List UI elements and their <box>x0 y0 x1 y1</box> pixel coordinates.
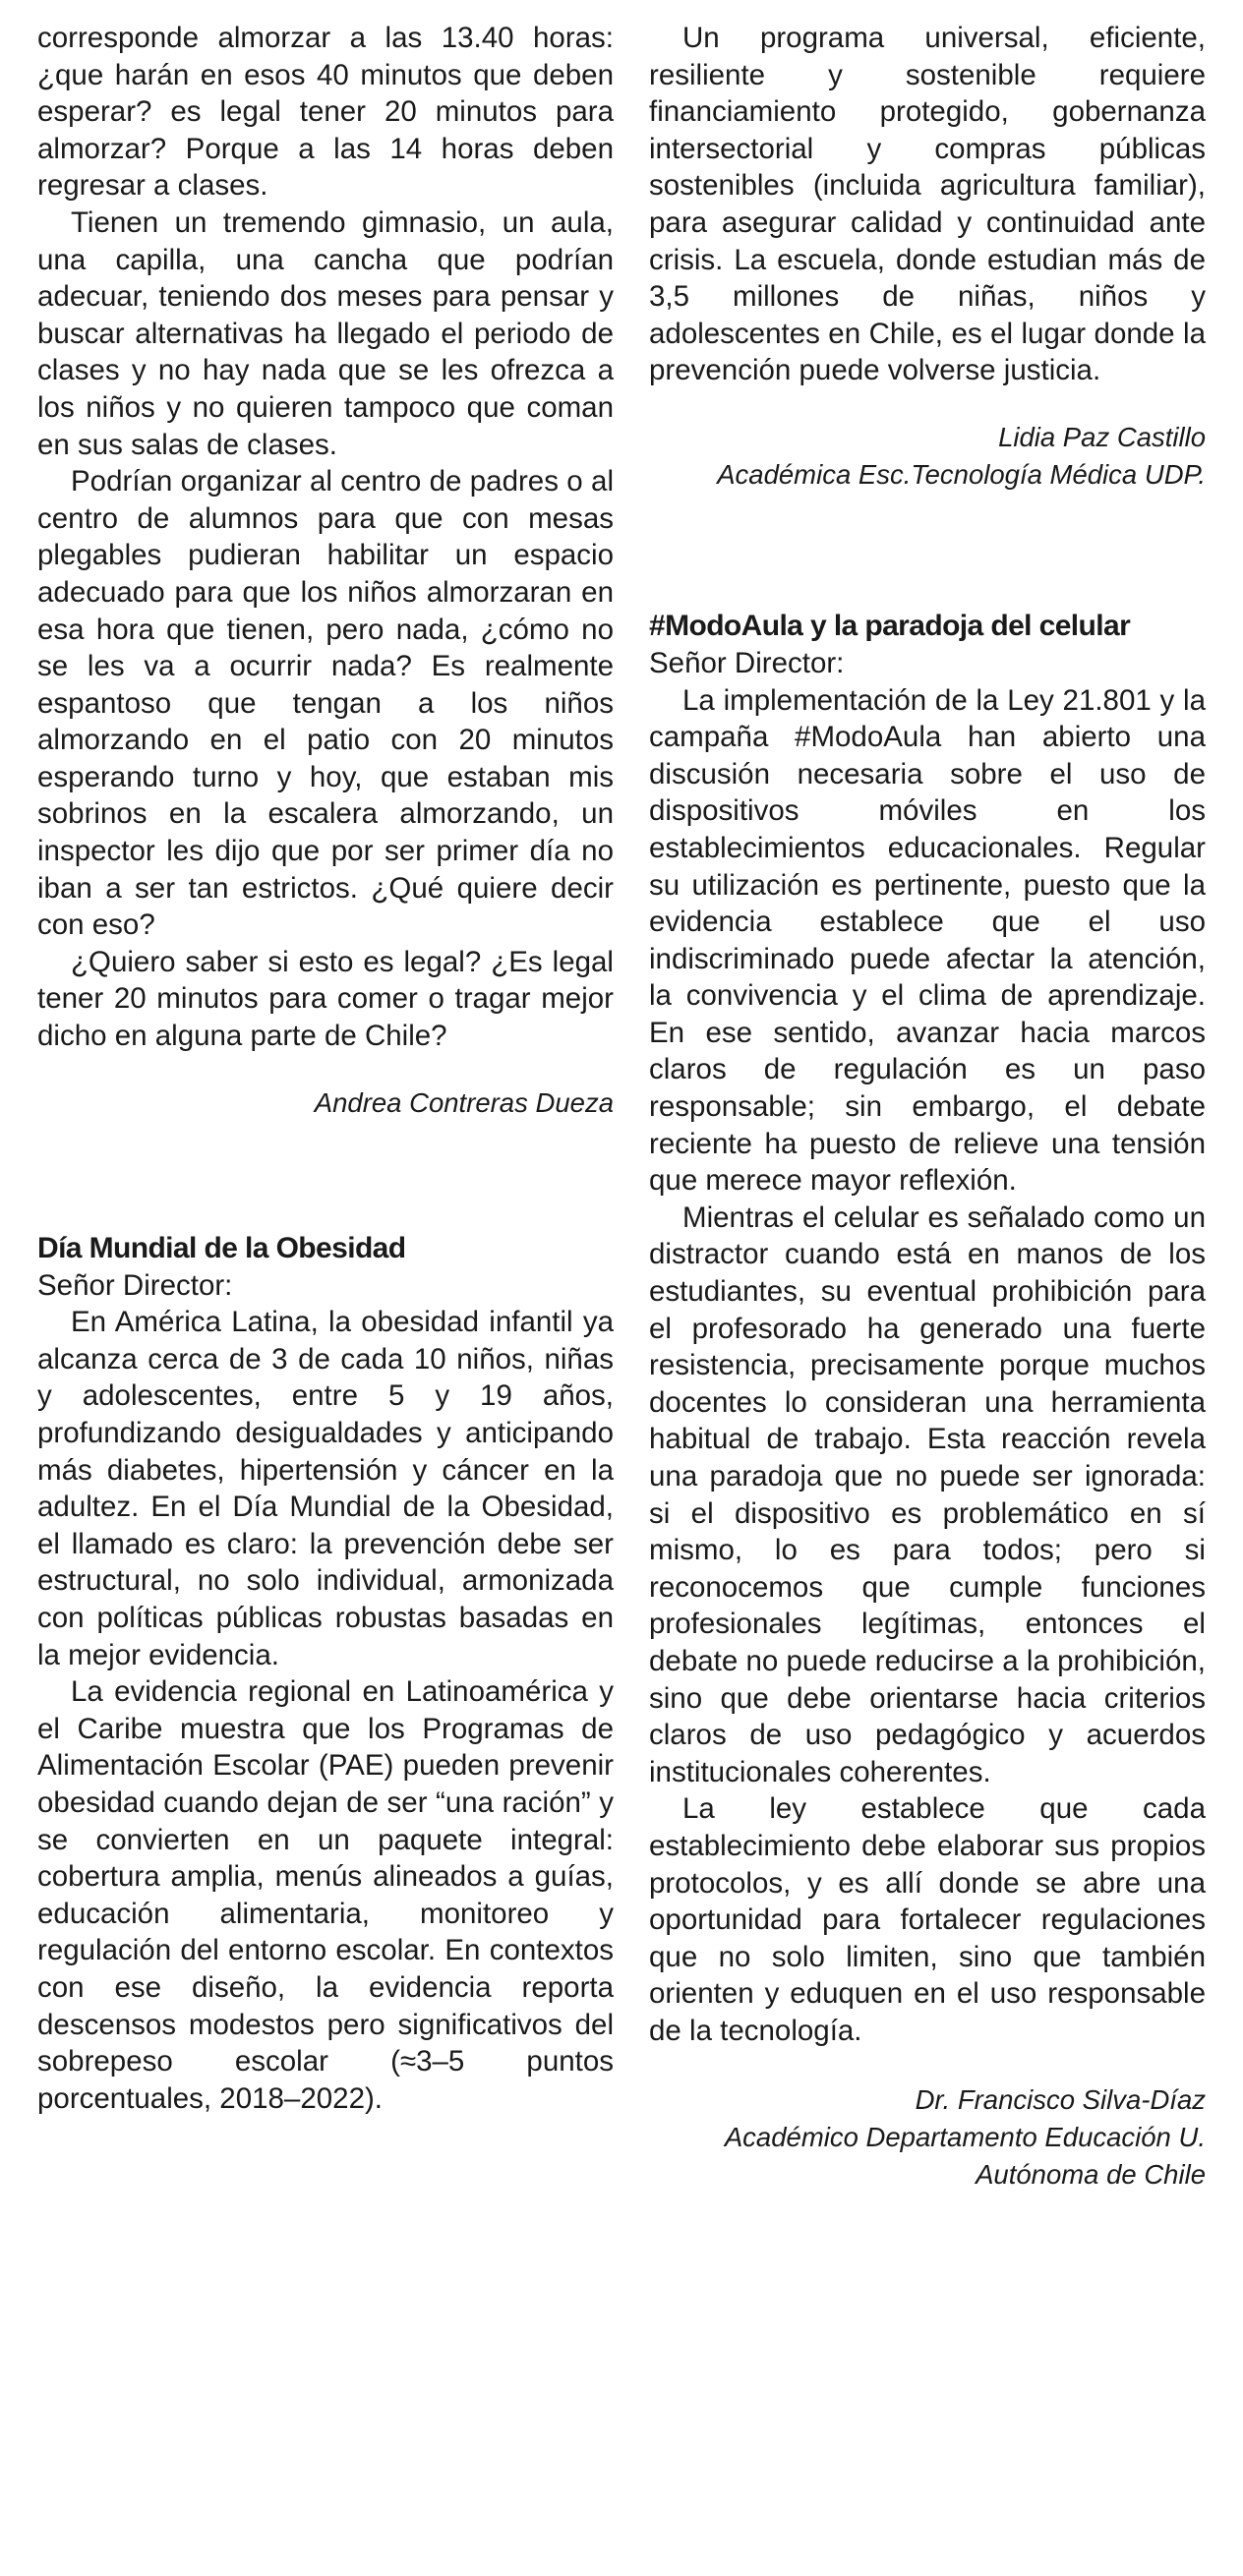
left-column <box>37 20 614 2117</box>
right-column <box>649 20 1206 2194</box>
letter-heading: #ModoAula y la paradoja del celular <box>649 609 1131 642</box>
letter-paragraph: Tienen un tremendo gimnasio, un aula, una capilla, una cancha que podrían adecuar, teniendo dos meses para pensar y buscar alternativas ha llegado el periodo de clases y no hay nada que se les ofrezca a los niños y no quieren tampoco que coman en sus salas de clases. <box>37 205 614 461</box>
letter-paragraph: corresponde almorzar a las 13.40 horas: ¿que harán en esos 40 minutos que deben esperar? es legal tener 20 minutos para almorzar? Porque a las 14 horas deben regresar a clases. <box>37 22 614 203</box>
letter-signature-name: Lidia Paz Castillo <box>998 421 1206 452</box>
letter-signature-title: Académica Esc.Tecnología Médica UDP. <box>717 458 1206 490</box>
letter-heading: Día Mundial de la Obesidad <box>37 1231 406 1264</box>
letter-salutation: Señor Director: <box>649 646 845 679</box>
letter-paragraph: La evidencia regional en Latinoamérica y el Caribe muestra que los Programas de Alimentación Escolar (PAE) pueden prevenir obesidad cuando dejan de ser “una ración” y se convierten en un paquete integral: cobertura amplia, menús alineados a guías, educación alimentaria, monitoreo y regulación del entorno escolar. En contextos con ese diseño, la evidencia reporta descensos modestos pero significativos del sobrepeso escolar (≈3–5 puntos porcentuales, 2018–2022). <box>37 1675 614 2115</box>
letter-paragraph: Mientras el celular es señalado como un distractor cuando está en manos de los estudiantes, su eventual prohibición para el profesorado ha generado una fuerte resistencia, precisamente porque muchos docentes lo consideran una herramienta habitual de trabajo. Esta reacción revela una paradoja que no puede ser ignorada: si el dispositivo es problemático en sí mismo, lo es para todos; pero si reconocemos que cumple funciones profesionales legítimas, entonces el debate no puede reducirse a la prohibición, sino que debe orientarse hacia criterios claros de uso pedagógico y acuerdos institucionales coherentes. <box>649 1200 1206 1788</box>
letter-paragraph: En América Latina, la obesidad infantil ya alcanza cerca de 3 de cada 10 niños, niñas y adolescentes, entre 5 y 19 años, profundizando desigualdades y anticipando más diabetes, hipertensión y cáncer en la adultez. En el Día Mundial de la Obesidad, el llamado es claro: la prevención debe ser estructural, no solo individual, armonizada con políticas públicas robustas basadas en la mejor evidencia. <box>37 1306 614 1671</box>
letter-paragraph: Un programa universal, eficiente, resiliente y sostenible requiere financiamiento protegido, gobernanza intersectorial y compras públicas sostenibles (incluida agricultura familiar), para asegurar calidad y continuidad ante crisis. La escuela, donde estudian más de 3,5 millones de niñas, niños y adolescentes en Chile, es el lugar donde la prevención puede volverse justicia. <box>649 22 1206 387</box>
letter-signature-name: Dr. Francisco Silva-Díaz <box>915 2083 1206 2115</box>
letter-salutation: Señor Director: <box>37 1268 233 1302</box>
letter-paragraph: La ley establece que cada establecimiento debe elaborar sus propios protocolos, y es allí donde se abre una oportunidad para fortalecer regulaciones que no solo limiten, sino que también orienten y eduquen en el uso responsable de la tecnología. <box>649 1792 1206 2047</box>
letter-signature-title: Académico Departamento Educación U. <box>724 2121 1206 2152</box>
letter-paragraph: ¿Quiero saber si esto es legal? ¿Es legal tener 20 minutos para comer o tragar mejor dicho en alguna parte de Chile? <box>37 945 614 1053</box>
letter-paragraph: Podrían organizar al centro de padres o al centro de alumnos para que con mesas plegables pudieran habilitar un espacio adecuado para que los niños almorzaran en esa hora que tienen, pero nada, ¿cómo no se les va a ocurrir nada? Es realmente espantoso que tengan a los niños almorzando en el patio con 20 minutos esperando turno y hoy, que estaban mis sobrinos en la escalera almorzando, un inspector les dijo que por ser primer día no iban a ser tan estrictos. ¿Qué quiere decir con eso? <box>37 465 614 942</box>
letter-signature-title: Autónoma de Chile <box>976 2158 1206 2190</box>
letter-paragraph: La implementación de la Ley 21.801 y la campaña #ModoAula han abierto una discusión necesaria sobre el uso de dispositivos móviles en los establecimientos educacionales. Regular su utilización es pertinente, puesto que la evidencia establece que el uso indiscriminado puede afectar la atención, la convivencia y el clima de aprendizaje. En ese sentido, avanzar hacia marcos claros de regulación es un paso responsable; sin embargo, el debate reciente ha puesto de relieve una tensión que merece mayor reflexión. <box>649 683 1206 1198</box>
letter-signature: Andrea Contreras Dueza <box>314 1086 614 1118</box>
